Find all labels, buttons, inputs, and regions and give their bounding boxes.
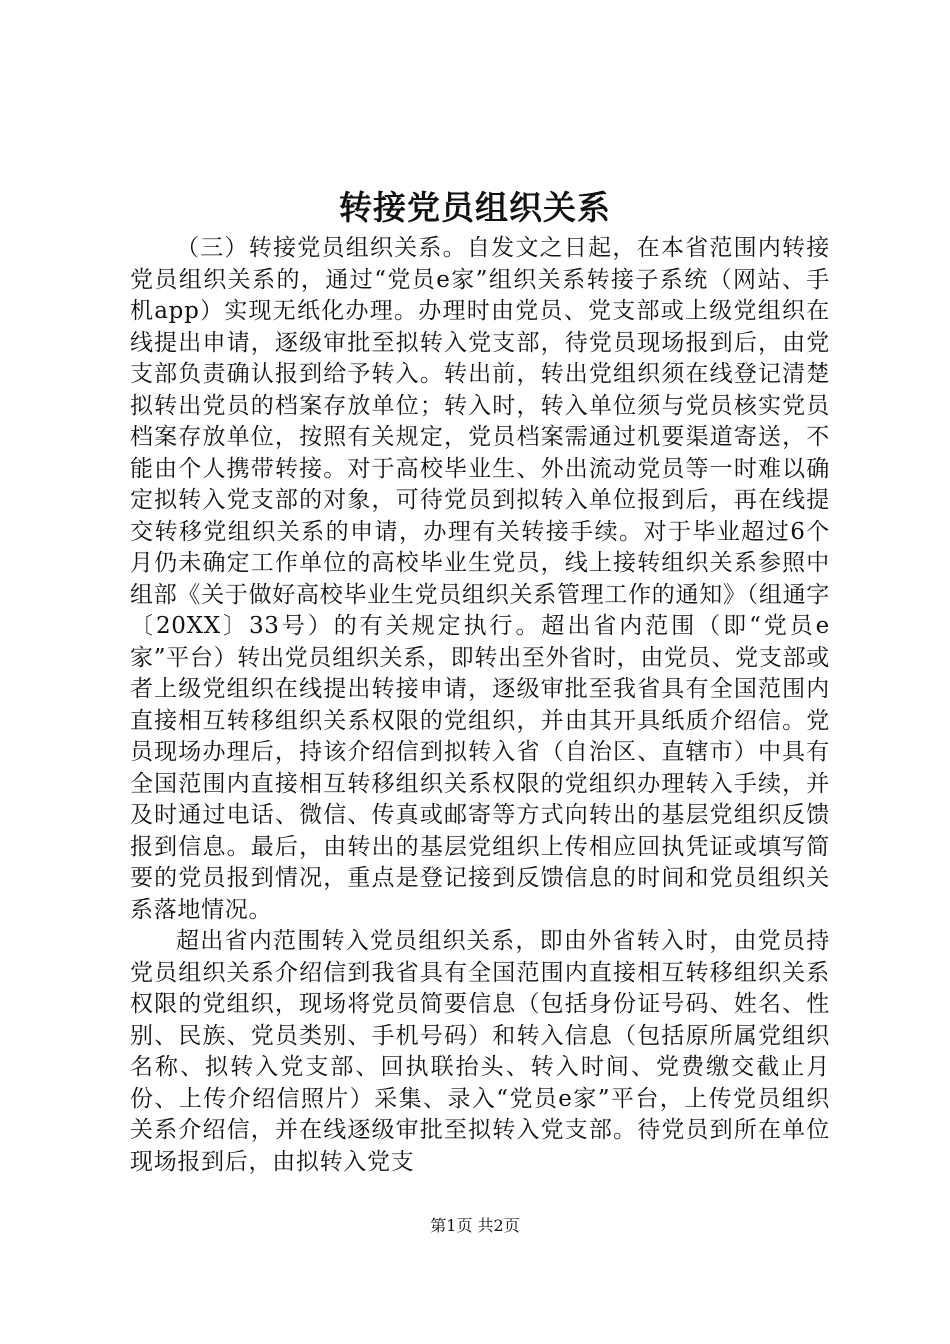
paragraph-2: 超出省内范围转入党员组织关系，即由外省转入时，由党员持党员组织关系介绍信到我省具有全国范围内直接相互转移组织关系权限的党组织，现场将党员简要信息（包括身份证号码、姓名、性别、民族、党员类别、手机号码）和转入信息（包括原所属党组织名称、拟转入党支部、回执联抬头、转入时间、党费缴交截止月份、上传介绍信照片）采集、录入“党员e家”平台，上传党员组织关系介绍信，并在线逐级审批至拟转入党支部。待党员到所在单位现场报到后，由拟转入党支: [130, 928, 830, 1175]
document-title: 转接党员组织关系: [339, 188, 611, 227]
paragraph-1: （三）转接党员组织关系。自发文之日起，在本省范围内转接党员组织关系的，通过“党员e家”组织关系转接子系统（网站、手机app）实现无纸化办理。办理时由党员、党支部或上级党组织在线提出申请，逐级审批至拟转入党支部，待党员现场报到后，由党支部负责确认报到给予转入。转出前，转出党组织须在线登记清楚拟转出党员的档案存放单位；转入时，转入单位须与党员核实党员档案存放单位，按照有关规定，党员档案需通过机要渠道寄送，不能由个人携带转接。对于高校毕业生、外出流动党员等一时难以确定拟转入党支部的对象，可待党员到拟转入单位报到后，再在线提交转移党组织关系的申请，办理有关转接手续。对于毕业超过6个月仍未确定工作单位的高校毕业生党员，线上接转组织关系参照中组部《关于做好高校毕业生党员组织关系管理工作的通知》（组通字〔20XX〕33号）的有关规定执行。超出省内范围（即“党员e家”平台）转出党员组织关系，即转出至外省时，由党员、党支部或者上级党组织在线提出转接申请，逐级审批至我省具有全国范围内直接相互转移组织关系权限的党组织，并由其开具纸质介绍信。党员现场办理后，持该介绍信到拟转入省（自治区、直辖市）中具有全国范围内直接相互转移组织关系权限的党组织办理转入手续，并及时通过电话、微信、传真或邮寄等方式向转出的基层党组织反馈报到信息。最后，由转出的基层党组织上传相应回执凭证或填写简要的党员报到情况，重点是登记接到反馈信息的时间和党员组织关系落地情况。: [130, 235, 830, 923]
document-body: [130, 233, 830, 1178]
page-number-footer: 第1页 共2页: [430, 1216, 520, 1235]
